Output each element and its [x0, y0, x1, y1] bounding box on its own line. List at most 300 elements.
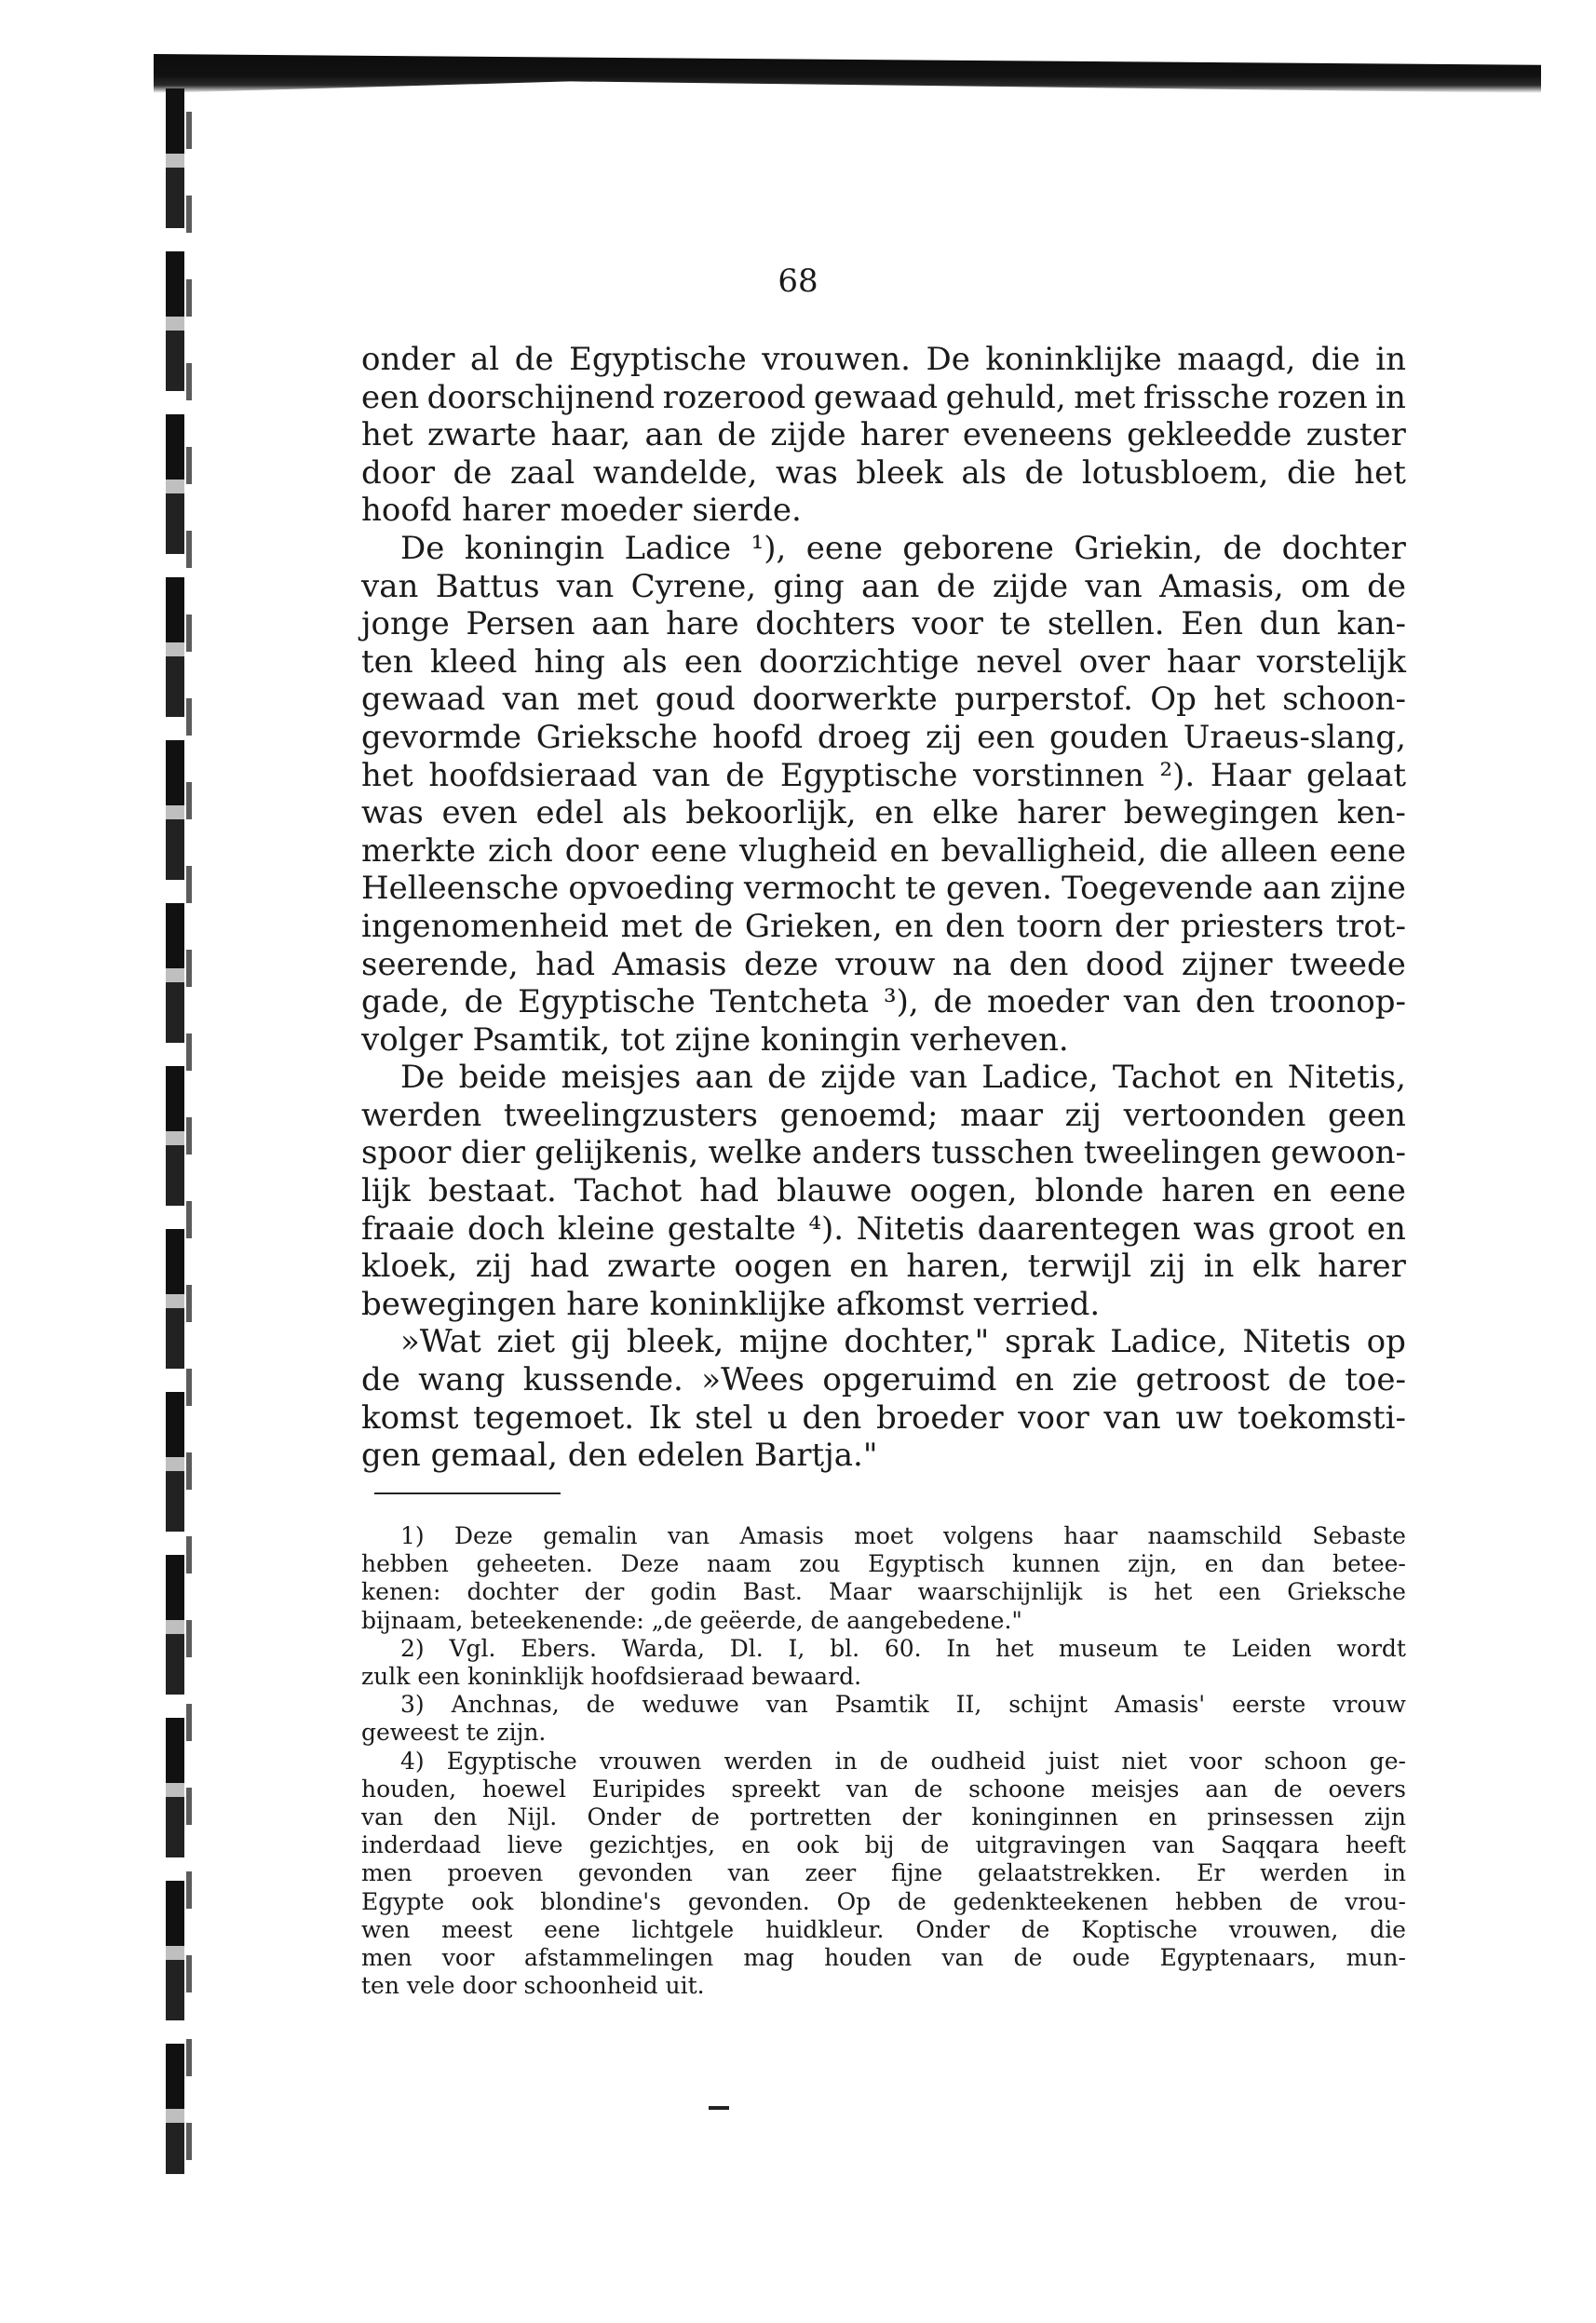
- word: komst: [361, 1398, 459, 1437]
- word: oevers: [1328, 1775, 1406, 1803]
- word: van: [361, 567, 419, 605]
- word: weduwe: [642, 1691, 739, 1719]
- word: u: [767, 1398, 788, 1437]
- word: oogen,: [909, 1172, 1018, 1210]
- word: een: [977, 718, 1035, 756]
- word: de: [1223, 529, 1263, 567]
- word: het: [361, 416, 413, 454]
- word: de: [694, 907, 734, 945]
- word: 4): [400, 1747, 425, 1775]
- word: van: [1103, 1398, 1161, 1437]
- word: vrou-: [1345, 1887, 1406, 1915]
- word: meisjes: [561, 1059, 682, 1097]
- word: maagd,: [1177, 341, 1296, 378]
- word: harer: [1017, 794, 1106, 832]
- word: De: [400, 529, 445, 567]
- word: den: [433, 1803, 478, 1831]
- word: ⁴).: [808, 1209, 845, 1248]
- word: en: [894, 907, 934, 945]
- body-line: [361, 1172, 1406, 1210]
- word: meest: [441, 1915, 513, 1943]
- word: men: [361, 1944, 413, 1972]
- footnote-line: bijnaam, beteekenende: „de geëerde, de aangebedene.": [361, 1606, 1022, 1634]
- word: Bast.: [742, 1578, 803, 1606]
- word: zijde: [992, 567, 1069, 605]
- word: doorschijnend: [426, 378, 656, 416]
- word: fijne: [890, 1859, 943, 1887]
- word: Egyptenaars,: [1159, 1944, 1317, 1972]
- word: lotusbloem,: [1081, 453, 1269, 492]
- word: de: [1024, 453, 1064, 492]
- word: wandelde,: [592, 453, 758, 492]
- word: stellen.: [1047, 605, 1165, 643]
- word: Helleensche: [361, 870, 560, 908]
- word: van: [727, 1859, 770, 1887]
- word: troonop-: [1269, 983, 1406, 1021]
- word: kussende.: [522, 1361, 683, 1399]
- word: zijde: [820, 1059, 897, 1097]
- word: mun-: [1346, 1944, 1406, 1972]
- word: geven.: [945, 870, 1052, 908]
- word: groot: [1267, 1209, 1355, 1248]
- word: met: [576, 681, 639, 719]
- word: Persen: [466, 605, 575, 643]
- word: te: [999, 605, 1032, 643]
- word: dier: [460, 1134, 525, 1172]
- word: van: [1085, 567, 1143, 605]
- word: hebben: [1174, 1887, 1263, 1915]
- word: het: [995, 1634, 1035, 1662]
- word: sprak: [1005, 1323, 1095, 1361]
- word: is: [1108, 1578, 1129, 1606]
- body-line: hoofd harer moeder sierde.: [361, 492, 802, 530]
- word: te: [904, 870, 937, 908]
- word: zwarte: [607, 1248, 717, 1286]
- footnotes: [361, 1522, 1406, 2000]
- footnote-line: [361, 1888, 1406, 1916]
- word: hebben: [361, 1550, 449, 1578]
- word: Saqqara: [1220, 1831, 1319, 1859]
- word: kleine: [557, 1209, 656, 1248]
- word: gehuld,: [945, 378, 1066, 416]
- word: hing: [534, 642, 605, 681]
- word: de: [1289, 1887, 1319, 1915]
- word: zij: [475, 1248, 512, 1286]
- body-line: [361, 454, 1406, 493]
- word: vlugheid: [739, 831, 878, 870]
- word: hoewel: [481, 1775, 566, 1803]
- word: van: [941, 1944, 984, 1972]
- footnote-line: [361, 1748, 1406, 1776]
- word: de: [897, 1887, 926, 1915]
- word: In: [946, 1634, 971, 1662]
- word: deze: [743, 945, 818, 983]
- word: »Wat: [400, 1323, 481, 1361]
- body-line: [361, 757, 1406, 795]
- word: hoofd: [711, 718, 804, 756]
- word: Deze: [620, 1550, 680, 1578]
- word: gevonden.: [687, 1887, 810, 1915]
- word: den: [1008, 945, 1069, 983]
- word: in: [834, 1747, 858, 1775]
- word: Grieksche: [535, 718, 698, 756]
- word: de: [920, 1831, 950, 1859]
- word: vrouwen,: [1228, 1915, 1339, 1943]
- word: gij: [570, 1323, 612, 1361]
- body-line: [361, 416, 1406, 454]
- word: ziet: [496, 1323, 556, 1361]
- footnote-line: zulk een koninklijk hoofdsieraad bewaard.: [361, 1663, 862, 1691]
- word: men: [361, 1859, 413, 1887]
- word: die: [1310, 341, 1360, 378]
- word: gemalin: [543, 1522, 638, 1549]
- word: haren: [1161, 1172, 1255, 1210]
- word: alleen: [1220, 831, 1318, 870]
- word: opvoeding: [568, 870, 735, 908]
- word: als: [622, 642, 668, 681]
- word: 2): [400, 1634, 425, 1662]
- word: de: [767, 1059, 806, 1097]
- footnote-line: [361, 1944, 1406, 1972]
- word: toe-: [1345, 1361, 1406, 1399]
- body-line: [361, 946, 1406, 984]
- word: de: [717, 416, 757, 454]
- word: zaal: [509, 453, 575, 492]
- word: de: [933, 983, 973, 1021]
- word: gewaad: [813, 378, 939, 416]
- word: het: [361, 756, 413, 794]
- word: van: [653, 756, 710, 794]
- word: uw: [1175, 1398, 1224, 1437]
- word: harer: [1318, 1248, 1406, 1286]
- word: niet: [1121, 1747, 1168, 1775]
- word: Uraeus-slang,: [1183, 718, 1406, 756]
- word: aan: [1262, 870, 1321, 908]
- word: opgeruimd: [822, 1361, 997, 1399]
- word: zich: [488, 831, 553, 870]
- word: die: [1158, 831, 1209, 870]
- word: van: [502, 681, 561, 719]
- word: van: [765, 1691, 808, 1719]
- word: inderdaad: [361, 1831, 481, 1859]
- word: en: [889, 831, 929, 870]
- word: toekomsti-: [1237, 1398, 1406, 1437]
- word: seerende,: [361, 945, 519, 983]
- word: voor: [1018, 1398, 1089, 1437]
- word: geen: [1328, 1096, 1406, 1134]
- word: tweelingzusters: [503, 1096, 759, 1134]
- word: ten: [361, 642, 413, 681]
- body-line: [361, 341, 1406, 379]
- word: Nitetis: [856, 1209, 965, 1248]
- word: kloek,: [361, 1248, 458, 1286]
- word: maar: [960, 1096, 1044, 1134]
- word: spoor: [361, 1134, 452, 1172]
- word: het: [1154, 1578, 1193, 1606]
- word: en: [874, 794, 914, 832]
- body-line: [361, 681, 1406, 719]
- word: haar: [1167, 642, 1240, 681]
- word: de: [514, 341, 554, 378]
- word: vorstinnen: [973, 756, 1144, 794]
- word: purperstof.: [954, 681, 1133, 719]
- word: gezichtjes,: [588, 1831, 716, 1859]
- word: blauwe: [777, 1172, 893, 1210]
- word: de: [913, 1775, 943, 1803]
- word: broeder: [875, 1398, 1004, 1437]
- word: rozerood: [662, 378, 806, 416]
- word: den: [1195, 983, 1255, 1021]
- word: schoon-: [1282, 681, 1406, 719]
- word: de: [879, 1747, 909, 1775]
- word: Anchnas,: [451, 1691, 560, 1719]
- word: 3): [400, 1691, 425, 1719]
- word: Dl.: [729, 1634, 764, 1662]
- word: werden: [361, 1096, 482, 1134]
- word: Egyptische: [779, 756, 958, 794]
- word: haren,: [906, 1248, 1010, 1286]
- word: oude: [1072, 1944, 1130, 1972]
- word: de: [453, 453, 493, 492]
- word: een: [1218, 1578, 1262, 1606]
- word: Op: [836, 1887, 872, 1915]
- word: Euripides: [591, 1775, 706, 1803]
- word: en: [1148, 1803, 1178, 1831]
- word: ³),: [883, 983, 919, 1021]
- word: die: [1370, 1915, 1406, 1943]
- word: den: [802, 1398, 862, 1437]
- word: geborene: [902, 529, 1054, 567]
- word: tweede: [1289, 945, 1406, 983]
- word: Egyptische: [518, 983, 696, 1021]
- word: en: [1014, 1361, 1054, 1399]
- word: aan: [644, 416, 703, 454]
- word: Nijl.: [507, 1803, 558, 1831]
- word: geheeten.: [476, 1550, 593, 1578]
- word: tegemoet.: [473, 1398, 635, 1437]
- word: van: [1123, 983, 1182, 1021]
- word: merkte: [361, 831, 477, 870]
- word: de: [691, 1803, 720, 1831]
- body-line: [361, 1134, 1406, 1172]
- word: Egyptische: [569, 341, 747, 378]
- word: gelijkenis,: [534, 1134, 699, 1172]
- word: kleed: [429, 642, 518, 681]
- word: ging: [773, 567, 845, 605]
- body-line: [361, 908, 1406, 946]
- word: vorstelijk: [1256, 642, 1406, 681]
- word: door: [361, 453, 435, 492]
- word: bleek: [856, 453, 943, 492]
- word: der: [901, 1803, 942, 1831]
- word: na: [952, 945, 993, 983]
- word: doorwerkte: [751, 681, 938, 719]
- word: dochter: [467, 1578, 559, 1606]
- word: Ladice: [624, 529, 732, 567]
- word: ¹),: [751, 529, 787, 567]
- word: Griekin,: [1074, 529, 1203, 567]
- word: waarschijnlijk: [917, 1578, 1083, 1606]
- word: »Wees: [701, 1361, 805, 1399]
- word: portretten: [750, 1803, 872, 1831]
- word: dun: [1259, 605, 1321, 643]
- word: Egyptische: [446, 1747, 577, 1775]
- word: naam: [706, 1550, 772, 1578]
- word: door: [564, 831, 639, 870]
- word: werden: [1260, 1859, 1349, 1887]
- word: blonde: [1035, 1172, 1144, 1210]
- body-line: [361, 870, 1406, 908]
- word: koninginnen: [971, 1803, 1118, 1831]
- word: gelaatstrekken.: [978, 1859, 1162, 1887]
- word: wen: [361, 1915, 411, 1943]
- word: Deze: [454, 1522, 513, 1549]
- word: en: [1234, 1059, 1274, 1097]
- word: fraaie: [361, 1209, 455, 1248]
- body-line: [361, 605, 1406, 643]
- word: heeft: [1345, 1831, 1406, 1859]
- word: kunnen: [1012, 1550, 1101, 1578]
- word: 60.: [884, 1634, 922, 1662]
- word: prinsessen: [1207, 1803, 1334, 1831]
- footnote-line: [361, 1550, 1406, 1578]
- word: beide: [458, 1059, 548, 1097]
- word: had: [529, 1248, 589, 1286]
- word: de: [1021, 1915, 1050, 1943]
- word: edel: [535, 794, 604, 832]
- page-end-mark: [709, 2106, 729, 2110]
- word: gedenkteekenen: [953, 1887, 1149, 1915]
- word: Leiden: [1231, 1634, 1312, 1662]
- word: met: [620, 907, 683, 945]
- word: Toegevende: [1062, 870, 1253, 908]
- word: Ladice,: [981, 1059, 1099, 1097]
- word: voor: [1189, 1747, 1242, 1775]
- word: op: [1366, 1323, 1406, 1361]
- word: te: [1183, 1634, 1207, 1662]
- word: vrouwen.: [762, 341, 911, 378]
- word: huidkleur.: [765, 1915, 885, 1943]
- word: in: [1203, 1248, 1235, 1286]
- body-line: [361, 1399, 1406, 1438]
- word: ingenomenheid: [361, 907, 609, 945]
- word: jonge: [361, 605, 450, 643]
- word: De: [400, 1059, 445, 1097]
- word: bl.: [830, 1634, 860, 1662]
- word: moeder: [987, 983, 1110, 1021]
- word: gewaad: [361, 681, 486, 719]
- word: en: [1272, 1172, 1312, 1210]
- word: zij: [1064, 1096, 1102, 1134]
- word: ge-: [1369, 1747, 1406, 1775]
- word: Nitetis,: [1287, 1059, 1406, 1097]
- word: Ladice,: [1110, 1323, 1227, 1361]
- word: van: [361, 1803, 404, 1831]
- word: Vgl.: [449, 1634, 496, 1662]
- word: dochters: [755, 605, 896, 643]
- word: schijnt: [1008, 1691, 1089, 1719]
- word: houden,: [361, 1775, 457, 1803]
- word: godin: [650, 1578, 717, 1606]
- footnote-line: [361, 1803, 1406, 1831]
- body-line: [361, 1323, 1406, 1361]
- body-text: [361, 341, 1406, 1475]
- word: mag: [743, 1944, 794, 1972]
- word: bestaat.: [427, 1172, 557, 1210]
- word: van: [667, 1522, 710, 1549]
- word: elk: [1251, 1248, 1301, 1286]
- word: de: [361, 1361, 400, 1399]
- word: eene: [544, 1915, 601, 1943]
- word: oogen: [734, 1248, 832, 1286]
- word: zijne: [1330, 870, 1406, 908]
- word: aan: [695, 1059, 753, 1097]
- word: I,: [788, 1634, 805, 1662]
- word: doorzichtige: [759, 642, 960, 681]
- word: en: [741, 1831, 771, 1859]
- word: aan: [591, 605, 650, 643]
- word: De: [926, 341, 970, 378]
- word: den: [945, 907, 1005, 945]
- word: de: [1013, 1944, 1043, 1972]
- word: van: [845, 1775, 888, 1803]
- word: de: [725, 756, 765, 794]
- word: terwijl: [1027, 1248, 1132, 1286]
- word: voor: [912, 605, 983, 643]
- word: gade,: [361, 983, 450, 1021]
- word: dood: [1085, 945, 1165, 983]
- word: aan: [1205, 1775, 1249, 1803]
- word: moet: [854, 1522, 913, 1549]
- word: de: [586, 1691, 615, 1719]
- word: en: [1366, 1209, 1406, 1248]
- word: al: [470, 341, 500, 378]
- word: als: [961, 453, 1007, 492]
- body-line: [361, 794, 1406, 832]
- word: gestalte: [667, 1209, 796, 1248]
- word: eene: [1329, 1172, 1406, 1210]
- word: een: [361, 378, 420, 416]
- word: bleek,: [626, 1323, 724, 1361]
- footnote-line: [361, 1776, 1406, 1803]
- word: getroost: [1135, 1361, 1270, 1399]
- word: ook: [471, 1887, 514, 1915]
- word: meisjes: [1090, 1775, 1180, 1803]
- word: van: [910, 1059, 968, 1097]
- word: eene: [1329, 831, 1406, 870]
- word: het: [1354, 453, 1406, 492]
- word: gewoon-: [1270, 1134, 1406, 1172]
- word: de: [936, 567, 976, 605]
- word: gevormde: [361, 718, 521, 756]
- footnote-line: geweest te zijn.: [361, 1719, 547, 1747]
- word: Psamtik: [834, 1691, 929, 1719]
- word: bevalligheid,: [940, 831, 1147, 870]
- word: met: [1074, 378, 1136, 416]
- word: museum: [1058, 1634, 1159, 1662]
- word: II,: [955, 1691, 982, 1719]
- footnote-line: [361, 1691, 1406, 1719]
- word: en: [849, 1248, 889, 1286]
- word: volgens: [943, 1522, 1034, 1549]
- word: Ebers.: [521, 1634, 597, 1662]
- word: had: [535, 945, 596, 983]
- footnote-line: [361, 1916, 1406, 1944]
- word: zie: [1072, 1361, 1118, 1399]
- word: van: [1152, 1831, 1195, 1859]
- word: Grieksche: [1287, 1578, 1406, 1606]
- word: de: [1287, 1361, 1327, 1399]
